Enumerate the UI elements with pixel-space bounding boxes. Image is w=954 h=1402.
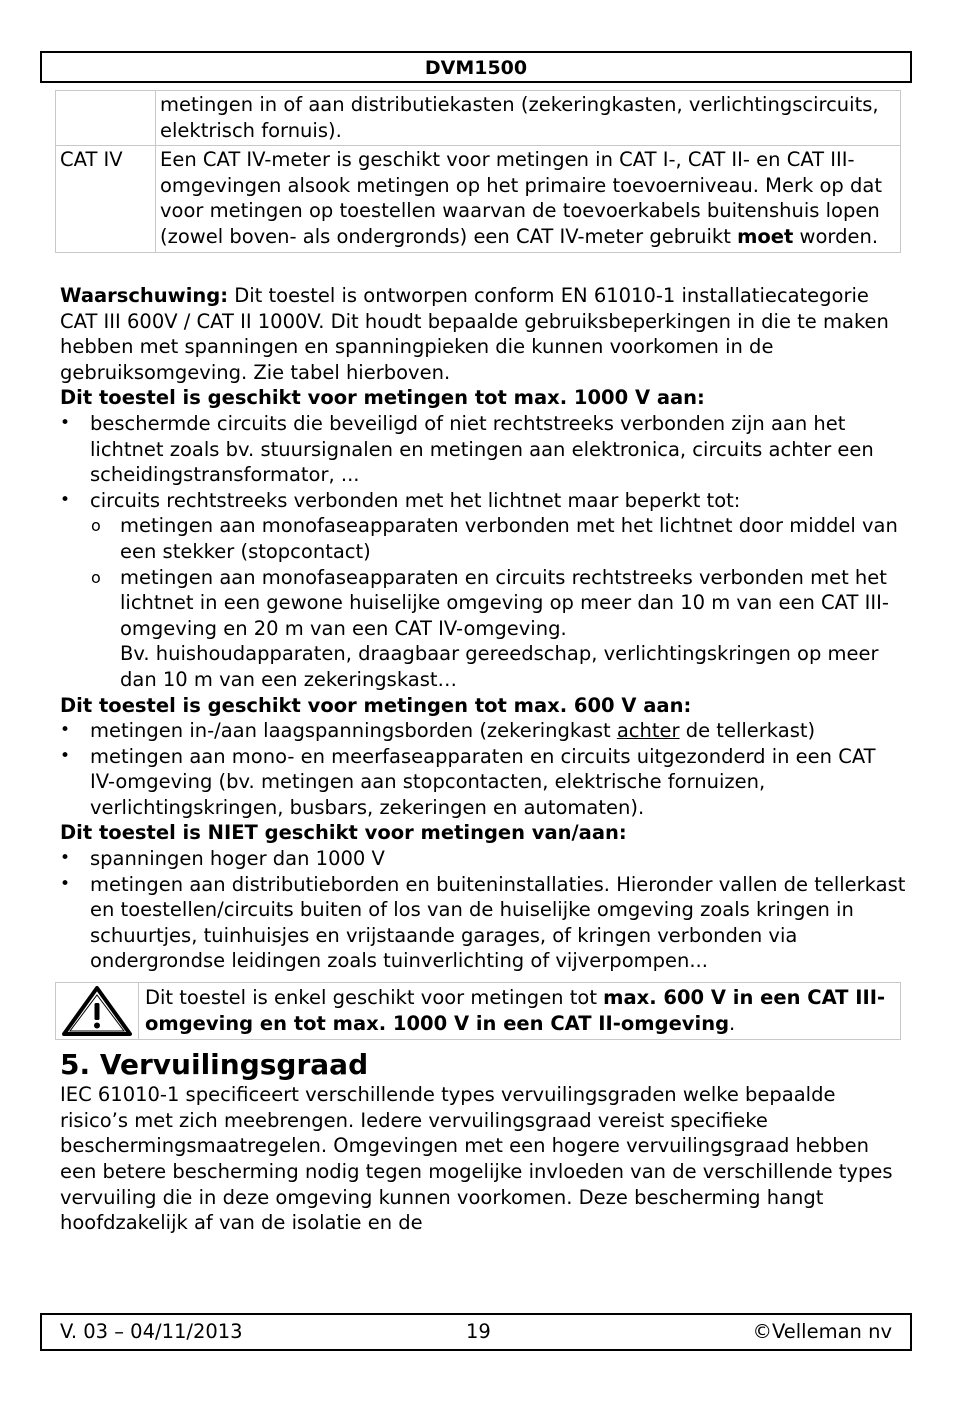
warning-label: Waarschuwing: bbox=[60, 284, 229, 307]
list-item-text: metingen aan mono- en meerfaseapparaten en circuits uitgezonderd in een CAT IV-omgeving (bv. metingen aan stopcontacten, elektrische fornuizen, verlichtingskringen, busbars, zekeringen en automaten). bbox=[90, 744, 876, 819]
emphasis-text: moet bbox=[737, 224, 794, 248]
list-item bbox=[60, 744, 906, 821]
warning-text: Dit toestel is ontworpen conform EN 61010-1 installatiecategorie CAT III 600V / CAT II 1000V. Dit houdt bepaalde gebruiksbeperkingen in die te maken hebben met spanningen en spanningpieken die kunnen voorkomen in de gebruiksomgeving. Zie tabel hierboven. bbox=[60, 284, 889, 384]
footer-page-number: 19 bbox=[466, 1320, 491, 1343]
list-item-text: de tellerkast) bbox=[679, 719, 816, 743]
text: Een CAT IV-meter is geschikt voor metingen in CAT I-, CAT II- en CAT III-omgevingen alsook metingen op het primaire toevoerniveau. Merk op dat voor metingen op toestellen waarvan de toevoerkabels buitenshuis lopen (zowel boven- als ondergronds) een CAT IV-meter gebruikt bbox=[160, 148, 882, 248]
section-heading-600v: Dit toestel is geschikt voor metingen tot max. 600 V aan: bbox=[60, 693, 692, 717]
header-title: DVM1500 bbox=[424, 57, 528, 79]
section-heading-not-suitable: Dit toestel is NIET geschikt voor metingen van/aan: bbox=[60, 821, 627, 845]
list-item-text: metingen in-/aan laagspanningsborden (zekeringkast bbox=[90, 719, 617, 743]
notice-text bbox=[139, 983, 900, 1039]
sub-list-item-example: Bv. huishoudapparaten, draagbaar gereedschap, verlichtingskringen op meer dan 10 m van een zekeringskast… bbox=[120, 642, 879, 691]
underlined-text: achter bbox=[616, 719, 680, 743]
list-item bbox=[60, 718, 906, 744]
list-not-suitable bbox=[60, 846, 906, 974]
table-cell-description: metingen in of aan distributiekasten (zekeringkasten, verlichtingscircuits, elektrisch fornuis). bbox=[156, 91, 901, 146]
footer-copyright: ©Velleman nv bbox=[752, 1320, 892, 1343]
table-row bbox=[56, 146, 901, 252]
main-content bbox=[60, 283, 906, 1236]
emphasis-text: max. 600 V in een CAT III-omgeving en tot max. 1000 V in een CAT II-omgeving bbox=[145, 986, 886, 1035]
warning-triangle-icon bbox=[56, 983, 139, 1039]
list-1000v bbox=[60, 411, 906, 693]
table-row bbox=[56, 91, 901, 146]
category-table bbox=[55, 90, 901, 253]
page-header bbox=[40, 51, 912, 83]
sub-list bbox=[90, 513, 906, 692]
text: worden. bbox=[793, 224, 879, 248]
section-title: 5. Vervuilingsgraad bbox=[60, 1048, 369, 1082]
table-cell-category: CAT IV bbox=[56, 146, 156, 252]
section-heading-1000v: Dit toestel is geschikt voor metingen tot max. 1000 V aan: bbox=[60, 386, 705, 410]
list-item-text: metingen aan distributieborden en buiteninstallaties. Hieronder vallen de tellerkast en toestellen/circuits buiten of los van de huiselijke omgeving zoals kringen in schuurtjes, tuinhuisjes en vrijstaande garages, of kringen verbonden via ondergrondse leidingen zoals tuinverlichting of vijverpompen... bbox=[90, 872, 906, 973]
table-cell-description bbox=[156, 146, 901, 252]
table-cell-category bbox=[56, 91, 156, 146]
footer-version: V. 03 – 04/11/2013 bbox=[60, 1320, 243, 1343]
sub-list-item bbox=[90, 565, 906, 693]
list-item-text: spanningen hoger dan 1000 V bbox=[90, 847, 385, 871]
sub-list-item bbox=[90, 513, 906, 564]
list-item bbox=[60, 846, 906, 872]
sub-list-item-text: metingen aan monofaseapparaten en circuits rechtstreeks verbonden met het lichtnet in een gewone huiselijke omgeving op meer dan 10 m van een CAT III-omgeving en 20 m van een CAT IV-omgeving. bbox=[120, 565, 889, 640]
list-item bbox=[60, 872, 906, 974]
list-item bbox=[60, 488, 906, 693]
section-body: IEC 61010-1 specificeert verschillende types vervuilingsgraden welke bepaalde risico’s met zich meebrengen. Iedere vervuilingsgraad vereist specifieke beschermingsmaatregelen. Omgevingen met een hogere vervuilingsgraad hebben een betere bescherming nodig tegen mogelijke invloeden van de verschillende types vervuiling die in deze omgeving kunnen voorkomen. Deze bescherming hangt hoofdzakelijk af van de isolatie en de bbox=[60, 1083, 893, 1235]
list-item bbox=[60, 411, 906, 488]
sub-list-item-text: metingen aan monofaseapparaten verbonden met het lichtnet door middel van een stekker (stopcontact) bbox=[120, 514, 898, 563]
warning-paragraph bbox=[60, 283, 906, 385]
text: . bbox=[729, 1011, 736, 1035]
list-item-text: circuits rechtstreeks verbonden met het lichtnet maar beperkt tot: bbox=[90, 488, 741, 512]
page-footer bbox=[40, 1313, 912, 1351]
list-600v bbox=[60, 718, 906, 820]
text: Dit toestel is enkel geschikt voor metingen tot bbox=[145, 986, 604, 1010]
notice-box bbox=[55, 982, 901, 1040]
list-item-text: beschermde circuits die beveiligd of niet rechtstreeks verbonden zijn aan het lichtnet zoals bv. stuursignalen en metingen aan elektronica, circuits achter een scheidingstransformator, ... bbox=[90, 411, 874, 487]
